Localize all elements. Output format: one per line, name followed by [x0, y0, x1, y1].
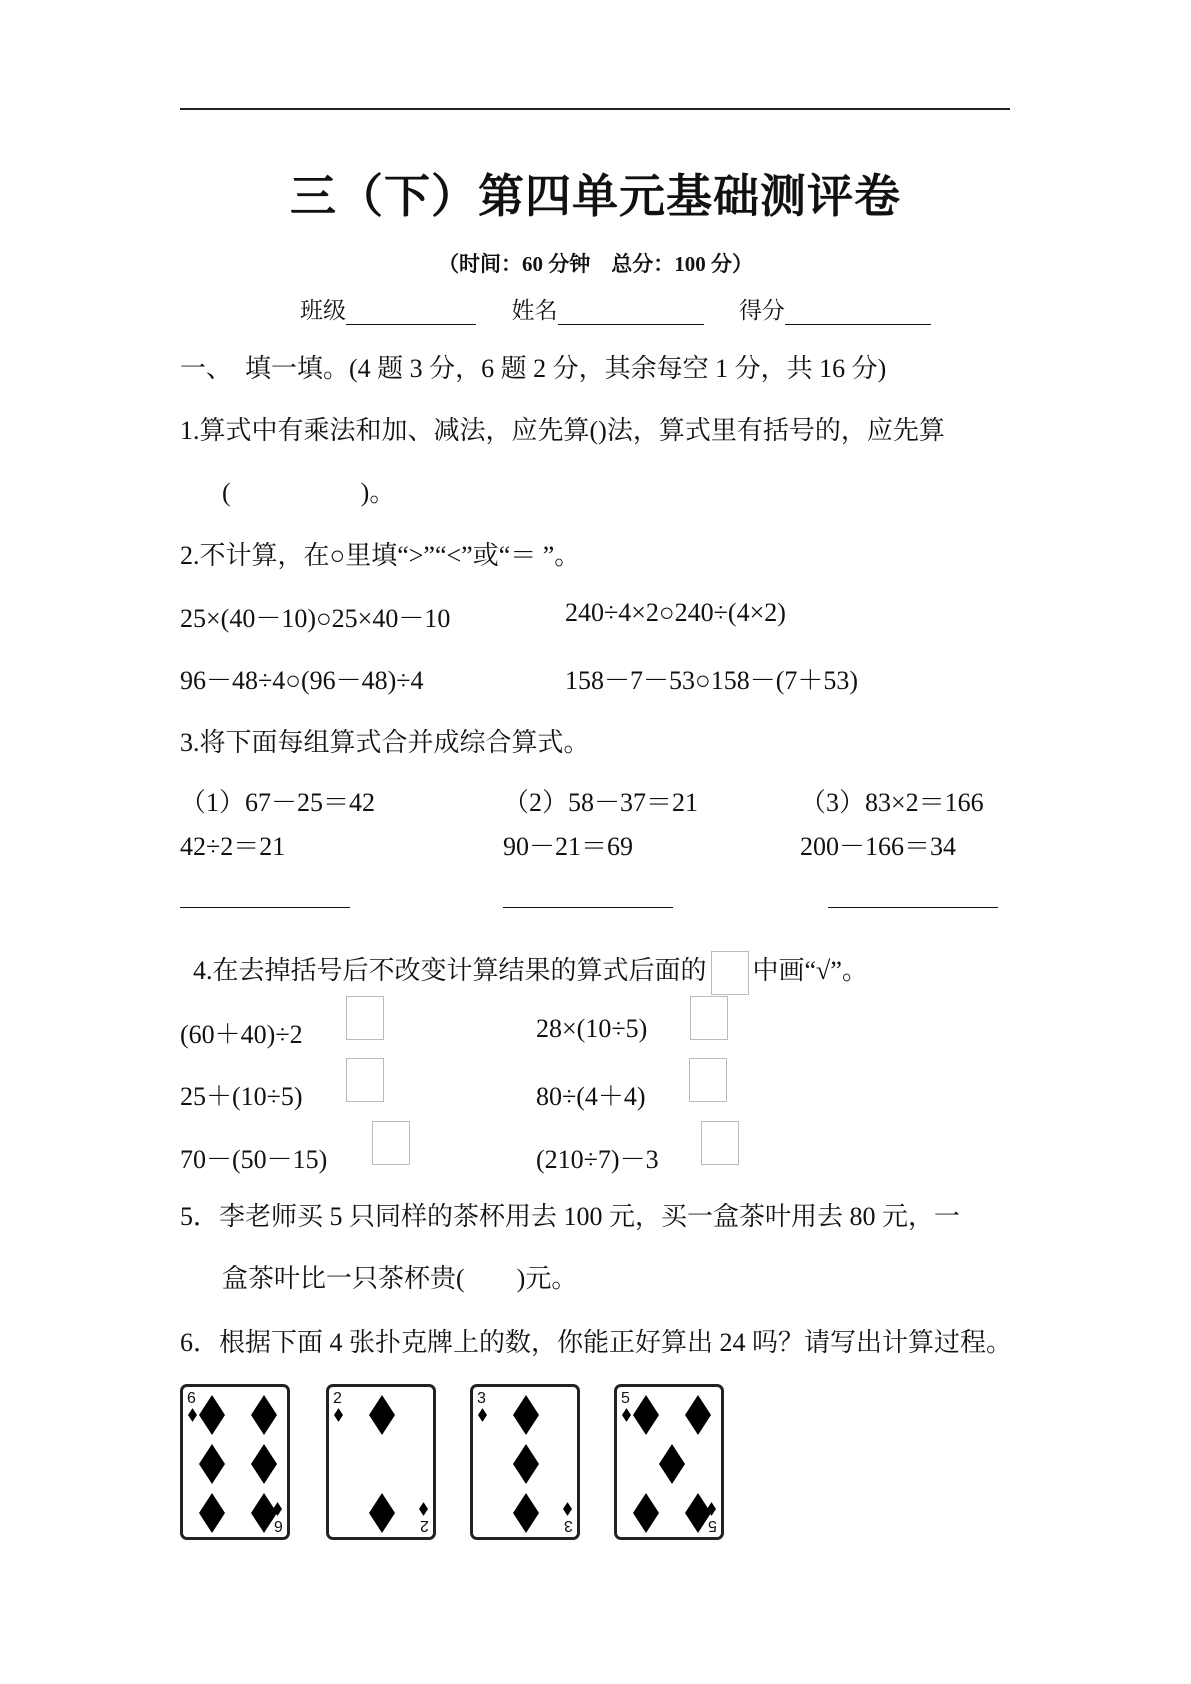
q4-item: (60＋40)÷2 [180, 1020, 303, 1049]
student-info-row [300, 292, 931, 325]
section-heading: 一、 填一填。(4 题 3 分，6 题 2 分，其余每空 1 分，共 16 分) [180, 354, 887, 383]
diamond-icon [633, 1493, 659, 1533]
exam-info: （时间：60 分钟 总分：100 分） [438, 252, 753, 276]
q4-prompt: 4.在去掉括号后不改变计算结果的算式后面的 中画“√”。 [193, 950, 868, 995]
diamond-icon [188, 1408, 197, 1422]
diamond-icon [622, 1408, 631, 1422]
diamond-icon [369, 1493, 395, 1533]
q1-answer-blank[interactable]: ( )。 [222, 478, 396, 507]
header-rule [180, 108, 1010, 110]
q3-prompt: 3.将下面每组算式合并成综合算式。 [180, 728, 590, 757]
diamond-icon [199, 1444, 225, 1484]
diamond-icon [707, 1502, 716, 1516]
example-box-icon [711, 951, 749, 995]
diamond-icon [633, 1395, 659, 1435]
diamond-icon [199, 1395, 225, 1435]
diamond-icon [685, 1395, 711, 1435]
diamond-icon [513, 1444, 539, 1484]
diamond-icon [369, 1395, 395, 1435]
q2-item[interactable]: 240÷4×2○240÷(4×2) [565, 598, 786, 627]
q5-answer-blank[interactable]: 盒茶叶比一只茶杯贵( )元。 [222, 1264, 578, 1293]
q4-item: (210÷7)－3 [536, 1145, 659, 1174]
playing-card-6-diamonds: 6 6 [180, 1384, 290, 1540]
diamond-icon [513, 1493, 539, 1533]
diamond-icon [251, 1395, 277, 1435]
diamond-icon [513, 1395, 539, 1435]
q3-group-2-first: （2）58－37＝21 [503, 788, 699, 817]
q2-item[interactable]: 25×(40－10)○25×40－10 [180, 604, 451, 633]
q3-group-1-second: 42÷2＝21 [180, 832, 286, 861]
class-field[interactable] [346, 298, 476, 325]
diamond-icon [563, 1502, 572, 1516]
diamond-icon [334, 1408, 343, 1422]
score-field[interactable] [785, 298, 931, 325]
q4-checkbox[interactable] [701, 1121, 739, 1165]
q4-item: 25＋(10÷5) [180, 1082, 303, 1111]
q4-item: 80÷(4＋4) [536, 1082, 646, 1111]
q2-item[interactable]: 96－48÷4○(96－48)÷4 [180, 666, 424, 695]
playing-card-5-diamonds: 5 5 [614, 1384, 724, 1540]
score-label: 得分 [739, 298, 785, 323]
q3-answer-line-3[interactable] [828, 907, 998, 908]
q4-checkbox[interactable] [346, 1058, 384, 1102]
diamond-icon [419, 1502, 428, 1516]
q3-group-3-second: 200－166＝34 [800, 832, 957, 861]
q4-checkbox[interactable] [372, 1121, 410, 1165]
q3-answer-line-1[interactable] [180, 907, 350, 908]
q3-answer-line-2[interactable] [503, 907, 673, 908]
playing-card-2-diamonds: 2 2 [326, 1384, 436, 1540]
q4-item: 28×(10÷5) [536, 1014, 648, 1043]
q2-prompt: 2.不计算，在○里填“>”“<”或“＝ ”。 [180, 541, 581, 570]
page-title: 三（下）第四单元基础测评卷 [290, 171, 901, 222]
q4-item: 70－(50－15) [180, 1145, 328, 1174]
name-field[interactable] [558, 298, 704, 325]
q3-group-3-first: （3）83×2＝166 [800, 788, 984, 817]
name-label: 姓名 [511, 298, 558, 323]
q2-item[interactable]: 158－7－53○158－(7＋53) [565, 666, 859, 695]
q4-checkbox[interactable] [346, 996, 384, 1040]
diamond-icon [273, 1502, 282, 1516]
playing-card-3-diamonds: 3 3 [470, 1384, 580, 1540]
q3-group-2-second: 90－21＝69 [503, 832, 634, 861]
q5-text: 5．李老师买 5 只同样的茶杯用去 100 元，买一盒茶叶用去 80 元，一 [180, 1202, 961, 1231]
diamond-icon [478, 1408, 487, 1422]
q3-group-1-first: （1）67－25＝42 [180, 788, 376, 817]
diamond-icon [251, 1444, 277, 1484]
diamond-icon [659, 1444, 685, 1484]
q6-prompt: 6．根据下面 4 张扑克牌上的数，你能正好算出 24 吗？请写出计算过程。 [180, 1328, 1013, 1357]
q4-checkbox[interactable] [690, 996, 728, 1040]
diamond-icon [199, 1493, 225, 1533]
q1-text: 1.算式中有乘法和加、减法，应先算()法，算式里有括号的，应先算 [180, 416, 945, 445]
class-label: 班级 [300, 298, 346, 323]
q4-checkbox[interactable] [689, 1058, 727, 1102]
